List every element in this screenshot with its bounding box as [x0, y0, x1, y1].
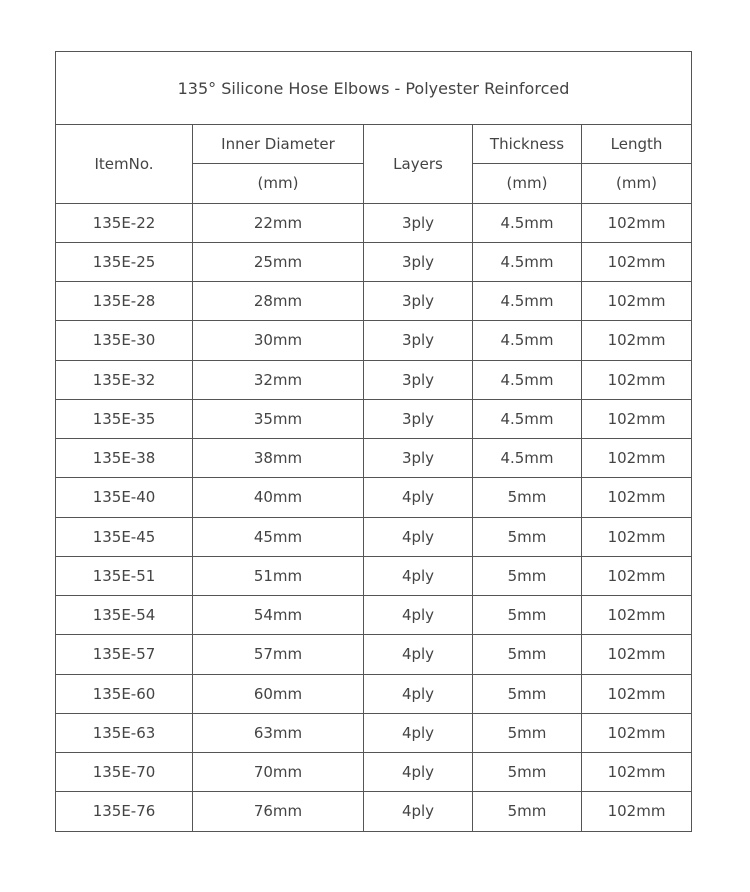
cell-inner-diameter: 40mm — [193, 478, 364, 517]
cell-thickness: 4.5mm — [473, 321, 582, 360]
table-row — [56, 753, 692, 792]
table-row — [56, 596, 692, 635]
header-inner-diameter-unit: (mm) — [193, 164, 364, 203]
cell-length: 102mm — [582, 282, 692, 321]
cell-inner-diameter: 70mm — [193, 753, 364, 792]
cell-length: 102mm — [582, 360, 692, 399]
cell-inner-diameter: 22mm — [193, 203, 364, 242]
cell-inner-diameter: 57mm — [193, 635, 364, 674]
cell-length: 102mm — [582, 203, 692, 242]
cell-item-no: 135E-28 — [56, 282, 193, 321]
cell-item-no: 135E-51 — [56, 556, 193, 595]
cell-layers: 3ply — [364, 360, 473, 399]
cell-length: 102mm — [582, 439, 692, 478]
cell-inner-diameter: 38mm — [193, 439, 364, 478]
cell-length: 102mm — [582, 713, 692, 752]
cell-thickness: 4.5mm — [473, 439, 582, 478]
table-row — [56, 556, 692, 595]
cell-layers: 4ply — [364, 792, 473, 831]
cell-item-no: 135E-63 — [56, 713, 193, 752]
cell-item-no: 135E-45 — [56, 517, 193, 556]
cell-thickness: 4.5mm — [473, 282, 582, 321]
cell-item-no: 135E-22 — [56, 203, 193, 242]
cell-length: 102mm — [582, 674, 692, 713]
cell-layers: 3ply — [364, 399, 473, 438]
cell-layers: 3ply — [364, 282, 473, 321]
table-row — [56, 203, 692, 242]
header-thickness-unit: (mm) — [473, 164, 582, 203]
cell-inner-diameter: 32mm — [193, 360, 364, 399]
cell-layers: 4ply — [364, 596, 473, 635]
table-row — [56, 478, 692, 517]
table-row — [56, 713, 692, 752]
cell-thickness: 4.5mm — [473, 242, 582, 281]
cell-inner-diameter: 51mm — [193, 556, 364, 595]
table-row — [56, 674, 692, 713]
table-row — [56, 360, 692, 399]
cell-item-no: 135E-60 — [56, 674, 193, 713]
header-inner-diameter: Inner Diameter — [193, 125, 364, 164]
cell-thickness: 5mm — [473, 517, 582, 556]
cell-thickness: 5mm — [473, 635, 582, 674]
cell-item-no: 135E-25 — [56, 242, 193, 281]
table-row — [56, 399, 692, 438]
title-row — [56, 52, 692, 125]
header-layers: Layers — [364, 125, 473, 204]
cell-inner-diameter: 76mm — [193, 792, 364, 831]
cell-item-no: 135E-54 — [56, 596, 193, 635]
table-row — [56, 517, 692, 556]
cell-inner-diameter: 35mm — [193, 399, 364, 438]
cell-layers: 3ply — [364, 321, 473, 360]
cell-item-no: 135E-38 — [56, 439, 193, 478]
cell-thickness: 4.5mm — [473, 399, 582, 438]
cell-length: 102mm — [582, 556, 692, 595]
cell-item-no: 135E-35 — [56, 399, 193, 438]
cell-length: 102mm — [582, 792, 692, 831]
cell-length: 102mm — [582, 635, 692, 674]
cell-layers: 4ply — [364, 517, 473, 556]
cell-item-no: 135E-57 — [56, 635, 193, 674]
header-thickness: Thickness — [473, 125, 582, 164]
cell-layers: 4ply — [364, 674, 473, 713]
cell-layers: 4ply — [364, 478, 473, 517]
cell-layers: 4ply — [364, 556, 473, 595]
cell-inner-diameter: 45mm — [193, 517, 364, 556]
table-row — [56, 242, 692, 281]
cell-item-no: 135E-30 — [56, 321, 193, 360]
cell-inner-diameter: 60mm — [193, 674, 364, 713]
cell-thickness: 5mm — [473, 556, 582, 595]
cell-layers: 3ply — [364, 439, 473, 478]
spec-table — [55, 51, 692, 832]
cell-thickness: 5mm — [473, 753, 582, 792]
cell-thickness: 5mm — [473, 713, 582, 752]
cell-layers: 4ply — [364, 635, 473, 674]
cell-layers: 4ply — [364, 753, 473, 792]
cell-inner-diameter: 30mm — [193, 321, 364, 360]
table-row — [56, 321, 692, 360]
cell-length: 102mm — [582, 242, 692, 281]
cell-layers: 4ply — [364, 713, 473, 752]
table-row — [56, 792, 692, 831]
header-length-unit: (mm) — [582, 164, 692, 203]
header-row — [56, 125, 692, 164]
table-title: 135° Silicone Hose Elbows - Polyester Reinforced — [56, 52, 692, 125]
header-length: Length — [582, 125, 692, 164]
cell-length: 102mm — [582, 753, 692, 792]
cell-item-no: 135E-76 — [56, 792, 193, 831]
cell-inner-diameter: 54mm — [193, 596, 364, 635]
cell-length: 102mm — [582, 596, 692, 635]
table-row — [56, 635, 692, 674]
cell-inner-diameter: 28mm — [193, 282, 364, 321]
cell-thickness: 4.5mm — [473, 203, 582, 242]
cell-length: 102mm — [582, 517, 692, 556]
cell-item-no: 135E-40 — [56, 478, 193, 517]
cell-thickness: 4.5mm — [473, 360, 582, 399]
cell-inner-diameter: 63mm — [193, 713, 364, 752]
cell-inner-diameter: 25mm — [193, 242, 364, 281]
cell-item-no: 135E-32 — [56, 360, 193, 399]
table-row — [56, 282, 692, 321]
cell-layers: 3ply — [364, 242, 473, 281]
header-item-no: ItemNo. — [56, 125, 193, 204]
table-row — [56, 439, 692, 478]
cell-thickness: 5mm — [473, 478, 582, 517]
cell-layers: 3ply — [364, 203, 473, 242]
cell-length: 102mm — [582, 399, 692, 438]
cell-length: 102mm — [582, 478, 692, 517]
cell-item-no: 135E-70 — [56, 753, 193, 792]
cell-thickness: 5mm — [473, 674, 582, 713]
cell-thickness: 5mm — [473, 596, 582, 635]
cell-length: 102mm — [582, 321, 692, 360]
cell-thickness: 5mm — [473, 792, 582, 831]
